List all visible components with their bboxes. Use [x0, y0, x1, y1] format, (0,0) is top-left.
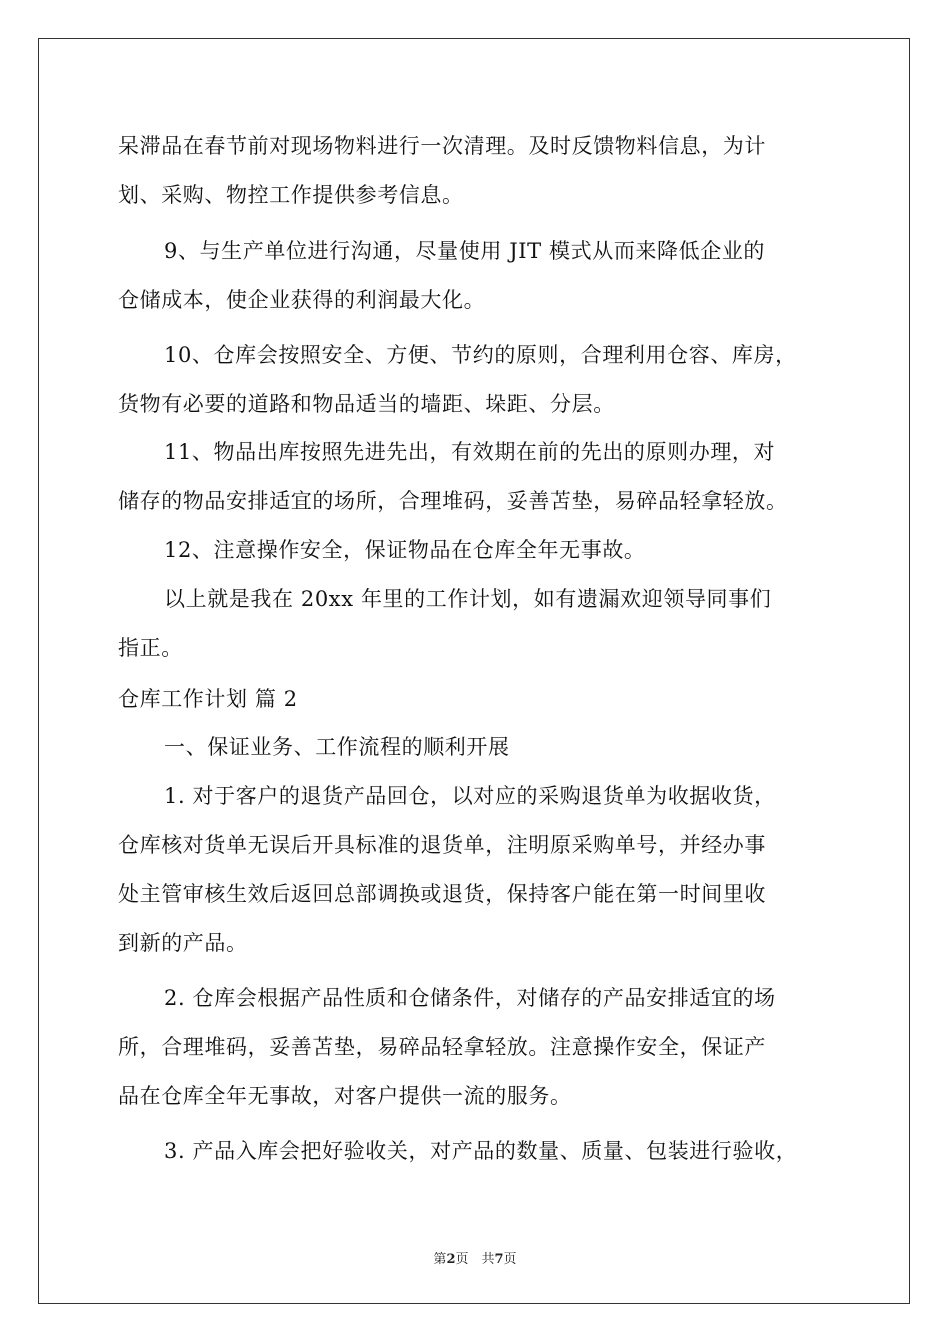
- text-line: 仓储成本，使企业获得的利润最大化。: [118, 288, 486, 312]
- footer-prefix: 第: [433, 1252, 447, 1267]
- text-line: 11、物品出库按照先进先出，有效期在前的先出的原则办理，对: [164, 440, 776, 464]
- total-pages-number: 7: [494, 1252, 504, 1267]
- text-line: 10、仓库会按照安全、方便、节约的原则，合理利用仓容、库房，: [164, 343, 797, 367]
- text-line: 2. 仓库会根据产品性质和仓储条件，对储存的产品安排适宜的场: [164, 986, 776, 1010]
- subsection-heading: 一、保证业务、工作流程的顺利开展: [164, 735, 510, 759]
- section-heading: 仓库工作计划 篇 2: [118, 687, 298, 711]
- text-line: 所，合理堆码，妥善苫垫，易碎品轻拿轻放。注意操作安全，保证产: [118, 1035, 766, 1059]
- text-line: 仓库核对货单无误后开具标准的退货单，注明原采购单号，并经办事: [118, 833, 766, 857]
- text-line: 货物有必要的道路和物品适当的墙距、垛距、分层。: [118, 392, 615, 416]
- text-line: 划、采购、物控工作提供参考信息。: [118, 183, 464, 207]
- text-line: 9、与生产单位进行沟通，尽量使用 JIT 模式从而来降低企业的: [164, 239, 766, 263]
- text-line: 12、注意操作安全，保证物品在仓库全年无事故。: [164, 538, 646, 562]
- text-line: 呆滞品在春节前对现场物料进行一次清理。及时反馈物料信息，为计: [118, 134, 766, 158]
- text-line: 处主管审核生效后返回总部调换或退货，保持客户能在第一时间里收: [118, 882, 766, 906]
- text-line: 3. 产品入库会把好验收关，对产品的数量、质量、包装进行验收，: [164, 1139, 798, 1163]
- footer-suffix: 页: [503, 1252, 517, 1267]
- footer-mid: 页 共: [455, 1252, 495, 1267]
- text-line: 储存的物品安排适宜的场所，合理堆码，妥善苫垫，易碎品轻拿轻放。: [118, 489, 788, 513]
- current-page-number: 2: [446, 1252, 456, 1267]
- page-footer: [0, 1248, 950, 1267]
- text-line: 1. 对于客户的退货产品回仓，以对应的采购退货单为收据收货，: [164, 784, 776, 808]
- text-line: 到新的产品。: [118, 931, 248, 955]
- text-line: 指正。: [118, 636, 183, 660]
- text-line: 品在仓库全年无事故，对客户提供一流的服务。: [118, 1084, 572, 1108]
- text-line: 以上就是我在 20xx 年里的工作计划，如有遗漏欢迎领导同事们: [164, 587, 772, 611]
